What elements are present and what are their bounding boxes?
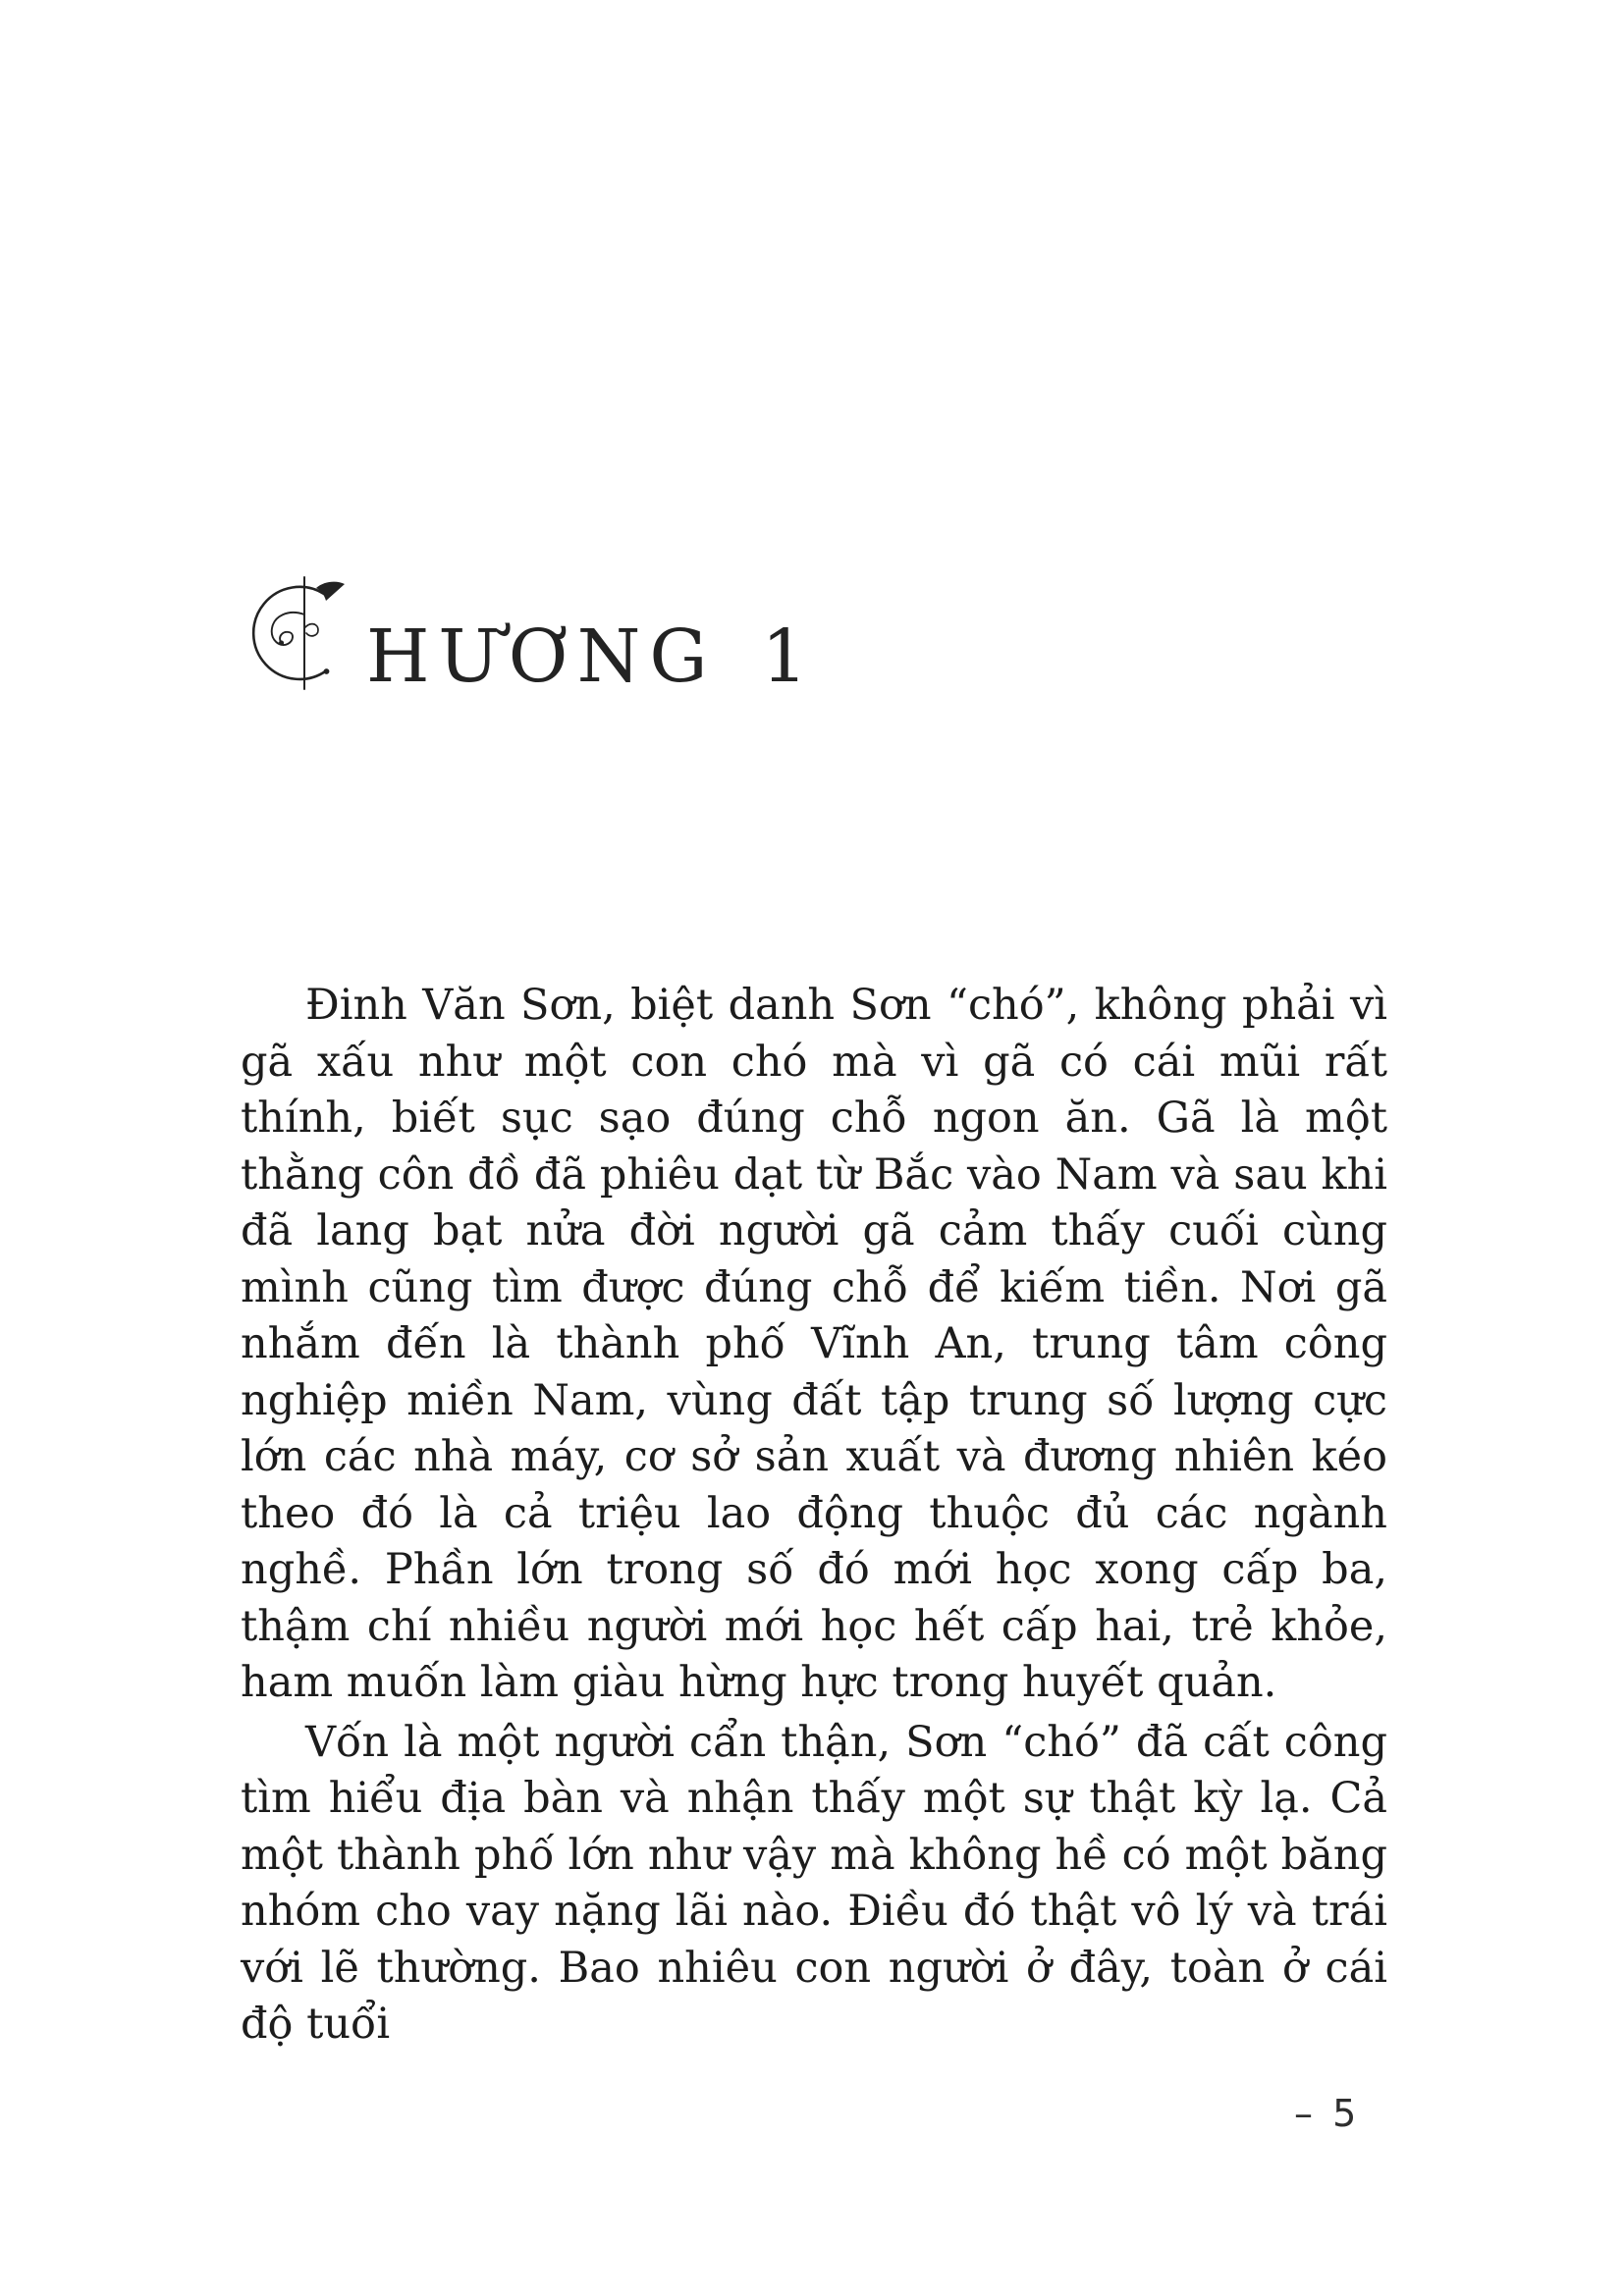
chapter-heading	[248, 571, 808, 700]
chapter-number: 1	[761, 614, 808, 700]
page-footer	[1294, 2092, 1360, 2135]
chapter-heading-text: HƯƠNG	[366, 614, 717, 700]
ornamental-c-icon	[248, 573, 354, 693]
paragraph-2: Vốn là một người cẩn thận, Sơn “chó” đã cất công tìm hiểu địa bàn và nhận thấy một sự thật kỳ lạ. Cả một thành phố lớn như vậy mà không hề có một băng nhóm cho vay nặng lãi nào. Điều đó thật vô lý và trái với lẽ thường. Bao nhiêu con người ở đây, toàn ở cái độ tuổi	[241, 1717, 1387, 2049]
chapter-initial-letter	[248, 693, 249, 694]
chapter-initial-ornament	[248, 573, 354, 693]
paragraph-1: Đinh Văn Sơn, biệt danh Sơn “chó”, không phải vì gã xấu như một con chó mà vì gã có cái mũi rất thính, biết sục sạo đúng chỗ ngon ăn. Gã là một thằng côn đồ đã phiêu dạt từ Bắc vào Nam và sau khi đã lang bạt nửa đời người gã cảm thấy cuối cùng mình cũng tìm được đúng chỗ để kiếm tiền. Nơi gã nhắm đến là thành phố Vĩnh An, trung tâm công nghiệp miền Nam, vùng đất tập trung số lượng cực lớn các nhà máy, cơ sở sản xuất và đương nhiên kéo theo đó là cả triệu lao động thuộc đủ các ngành nghề. Phần lớn trong số đó mới học xong cấp ba, thậm chí nhiều người mới học hết cấp hai, trẻ khỏe, ham muốn làm giàu hừng hực trong huyết quản.	[241, 981, 1387, 1707]
body-text	[241, 978, 1387, 2054]
page-number: – 5	[1294, 2092, 1361, 2135]
